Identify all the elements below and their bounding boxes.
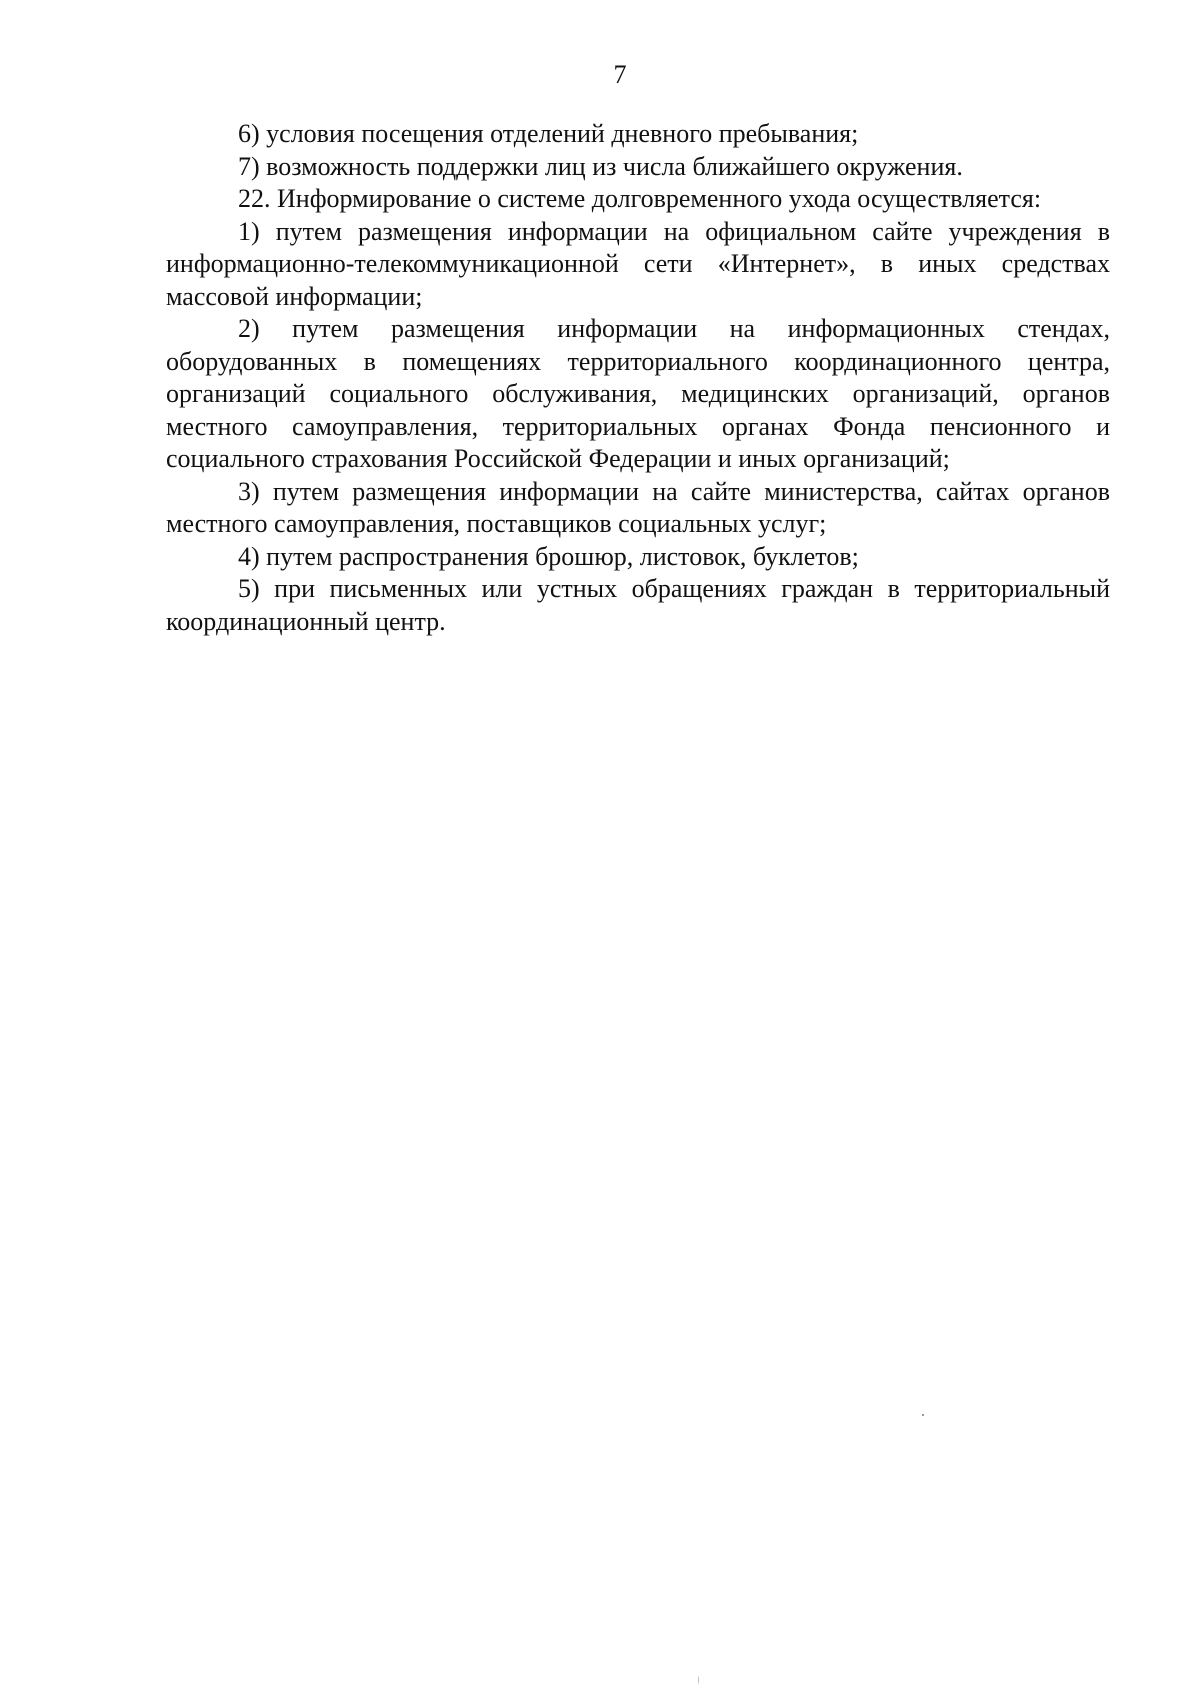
scan-speck <box>922 1414 924 1416</box>
paragraph-item-4: 4) путем распространения брошюр, листовок, буклетов; <box>238 541 859 571</box>
paragraph-item-5: 5) при письменных или устных обращениях граждан в территориальный координационный центр. <box>166 574 1110 636</box>
page-number: 7 <box>613 60 627 89</box>
paragraph-item-6: 6) условия посещения отделений дневного пребывания; <box>238 119 859 148</box>
paragraph-item-3: 3) путем размещения информации на сайте министерства, сайтах органов местного самоуправления, поставщиков социальных услуг; <box>166 476 1110 538</box>
scan-speck <box>698 1676 699 1684</box>
paragraph-item-2: 2) путем размещения информации на информационных стендах, оборудованных в помещениях территориального координационного центра, организаций социального обслуживания, медицинских организаций, органов местного самоуправления, территориальных органах Фонда пенсионного и социального страхования Российской Федерации и иных организаций; <box>166 314 1110 473</box>
document-body <box>166 118 1110 638</box>
paragraph-item-7: 7) возможность поддержки лиц из числа ближайшего окружения. <box>238 151 963 181</box>
paragraph-item-1: 1) путем размещения информации на официальном сайте учреждения в информационно-телекоммуникационной сети «Интернет», в иных средствах массовой информации; <box>166 216 1110 311</box>
paragraph-section-22: 22. Информирование о системе долговременного ухода осуществляется: <box>238 184 1042 213</box>
